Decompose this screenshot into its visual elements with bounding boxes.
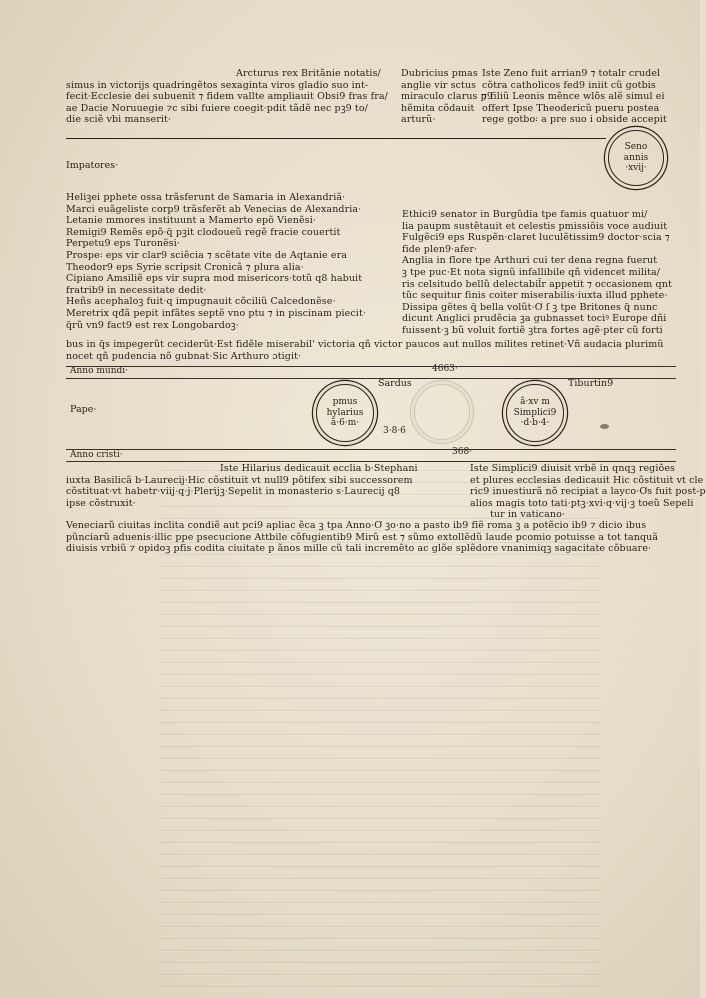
text-line: rege gotbo꞉ a pre suo i obside accepit [482,114,667,126]
text-line: Iste Simplici9 diuisit vrbẽ in qnqꝫ regiões [470,463,676,474]
text-line: Remigi9 Remẽs epõ·q̃ pꝫit clodoueũ regẽ fracie couertit [66,226,341,238]
text-line: bus in q̃s impegerũt ceciderũt·Est fidẽle miserabil' victoria qñ victor paucos aut nullos milites retinet·Vñ audacia plurimũ [66,339,664,350]
text-line: simus in victorijs quadringẽtos sexaginta viros gladio suo int- [66,79,369,91]
anno-cristi-number: 368· [452,447,473,457]
text-line: anglie vir sctus [401,79,477,91]
roundel-text: hylarius [326,407,364,418]
text-line: Heliꝫei pphete ossa trãsferunt de Samaria in Alexandriã· [66,192,346,203]
roundel-text: pmus [332,397,358,408]
text-line: Theodor9 eps Syrie scripsit Cronicã ⁊ plura alia· [66,261,304,273]
popes-label: Pape· [70,404,97,415]
text-line: iuxta Basilicã b·Laurecij·Hic cõstituit vt null9 põtifex sibi successorem [66,474,413,486]
roundel-text: ã·6·m· [330,418,360,429]
text-line: q̃rũ vn9 fact9 est rex Longobardoꝫ· [66,319,239,331]
anno-mundi-number: 4663· [432,364,458,374]
anno-cristi-label: Anno cristi· [70,450,123,460]
text-line: ꝫ tpe puc·Et nota signũ infallibile qñ videncet milita/ [402,266,661,278]
text-line: arturũ· [401,114,436,126]
text-line: hẽmita cõdauit [401,102,475,114]
text-line: Fulgẽci9 eps Ruspẽn·claret luculẽtissim9 doctor·scia ⁊ [402,232,670,244]
ink-spot [600,424,609,429]
text-line: cõstituat·vt habetr·viij·q·j·Plerijꝫ·Sepelit in monasterio s·Laurecij q8 [66,486,401,498]
text-line: die sciẽ vbi manserit· [66,114,172,126]
text-line: Iste Hilarius dedicauit ecclia b·Stephani [220,463,418,474]
timeline-rule [66,366,676,367]
text-line: Marci euãgeliste corp9 trãsferẽt ab Venecias de Alexandria· [66,203,362,215]
roundel-text: annis [623,152,649,163]
roundel-text: Simplici9 [513,407,557,418]
section-rule [66,138,606,139]
middle-right-column [402,209,678,337]
text-line: Perpetu9 eps Turonẽsi· [66,238,181,250]
roundel-text: ·d·b·4· [520,418,550,429]
text-line: Arcturus rex Britãnie notatis/ [236,68,381,79]
ghost-roundel [414,384,470,440]
simplicius-text [470,463,706,521]
tiburtius-label: Tiburtin9 [568,378,614,389]
text-line: Letanie mmores instituunt a Mamerto epõ Vienẽsi· [66,215,316,227]
dubricius-block [401,68,493,126]
full-width-text [66,339,678,362]
text-line: Cipiano Amsiliẽ eps vir supra mod misericors·totũ q8 habuit [66,273,363,285]
simplicius-roundel [506,384,564,442]
text-line: fuissent·ꝫ bũ voluit fortiẽ ꝫtra fortes agẽ·pter cũ forti [402,324,663,336]
text-line: ric9 inuestiurã nõ recipiat a layco·Ơs fuit post-p [470,486,706,498]
roundel-text: Seno [624,142,648,153]
text-line: et plures ecclesias dedicauit Hic cõstituit vt cle [470,474,704,486]
text-line: dicunt Anglici prudẽcia ꝫa gubnasset tociꝰ Europe dñi [402,313,667,325]
small-numeral: 3·8·6 [383,426,406,436]
hilarius-roundel [316,384,374,442]
text-line: ipse cõstruxit· [66,497,136,509]
text-line: Iste Zeno fuit arrian9 ⁊ totalr crudel [482,68,661,79]
timeline-rule [66,449,676,450]
text-line: fide plen9·afer· [402,243,478,255]
text-line: lia paupm sustẽtauit et celestis pmissiõis voce audiuit [402,220,668,232]
text-line: Prospe꞉ eps vir clar9 sciẽcia ⁊ scẽtate vite de Aqtanie era [66,249,348,261]
arthur-block [66,68,396,126]
text-line: Anglia in flore tpe Arthuri cui ter dena regna fuerut [402,255,658,267]
zeno-roundel [608,130,664,186]
emperors-label: Impatores· [66,160,119,171]
roundel-text: ·xvij· [625,163,647,174]
text-line: Meretrix qđã pepit infãtes septẽ vno ptu ⁊ in piscinam piecit· [66,307,366,319]
text-line: cõtra catholicos fed9 iniit cũ gotbis [482,79,656,91]
text-line: miraculo clarus p9 [401,91,493,103]
text-line: Dubricius pmas [401,68,478,79]
text-line: fratrib9 in necessitate dedit· [66,284,207,296]
venice-paragraph [66,520,678,555]
text-line: ⁊ filiũ Leonis mẽnce wlõs alẽ simul ei [482,91,665,103]
text-line: Ethici9 senator in Burgũdia tpe famis quatuor mi/ [402,209,648,220]
text-line: offert Ipse Theodericũ pueru postea [482,102,660,114]
roundel-text: ã·xv m [520,397,550,408]
sardus-label: Sardus [378,378,412,389]
text-line: Veneciarũ ciuitas inclita condiẽ aut pci9 apliac ẽca ꝫ tpa Anno·Ơ ꝫo·no a pasto ib9 fiẽ roma ꝫ a potẽcio ib9 ⁊ dicio ibus [66,520,647,531]
text-line: Dissipa gẽtes q̃ bella volũt·Ơ ſ ꝫ tpe Britones q̃ nunc [402,301,658,313]
text-line: Heñs acephaloꝫ fuit·q impugnauit cõciliũ Calcedonẽse· [66,296,336,308]
text-line: fecit·Ecclesie dei subuenit ⁊ fidem vallte ampliauit Obsi9 fras fra/ [66,91,388,103]
text-line: alios magis toto tati·ptꝫ·xvi·q·vij·ꝫ toeũ Sepeli [470,497,694,509]
text-line: tur in vaticano· [490,509,566,521]
text-line: tũc sequitur finis coiter miserabilis·iuxta illud pphete· [402,290,668,302]
text-line: ae Dacie Noruuegie ⁊c sibi fuiere coegit·pdit tãdẽ nec pꝫ9 to/ [66,102,368,114]
timeline-rule [66,461,676,462]
middle-left-column [66,192,396,331]
hilarius-text [66,463,466,509]
text-line: nocet qñ pudencia nõ gubnat·Sic Arthuro ɔtigit· [66,350,302,362]
zeno-block [482,68,674,126]
text-line: pũnciarũ aduenis·illic ppe psecucione Attbile cõfugientib9 Mirũ est ⁊ sũmo extollẽdũ laude pcomio potuisse a tot tanquã [66,531,659,543]
text-line: ris celsitudo bellũ delectabil̃r appetit ⁊ occasionem qnt [402,278,672,290]
text-line: diuisis vrbiũ ⁊ opidoꝫ pfis codita ciuitate p ãnos mille cũ tali incremẽto ac glõe splẽdore vnanimiqꝫ sagacitate cõbuare· [66,543,652,555]
anno-mundi-label: Anno mundi· [70,366,128,376]
